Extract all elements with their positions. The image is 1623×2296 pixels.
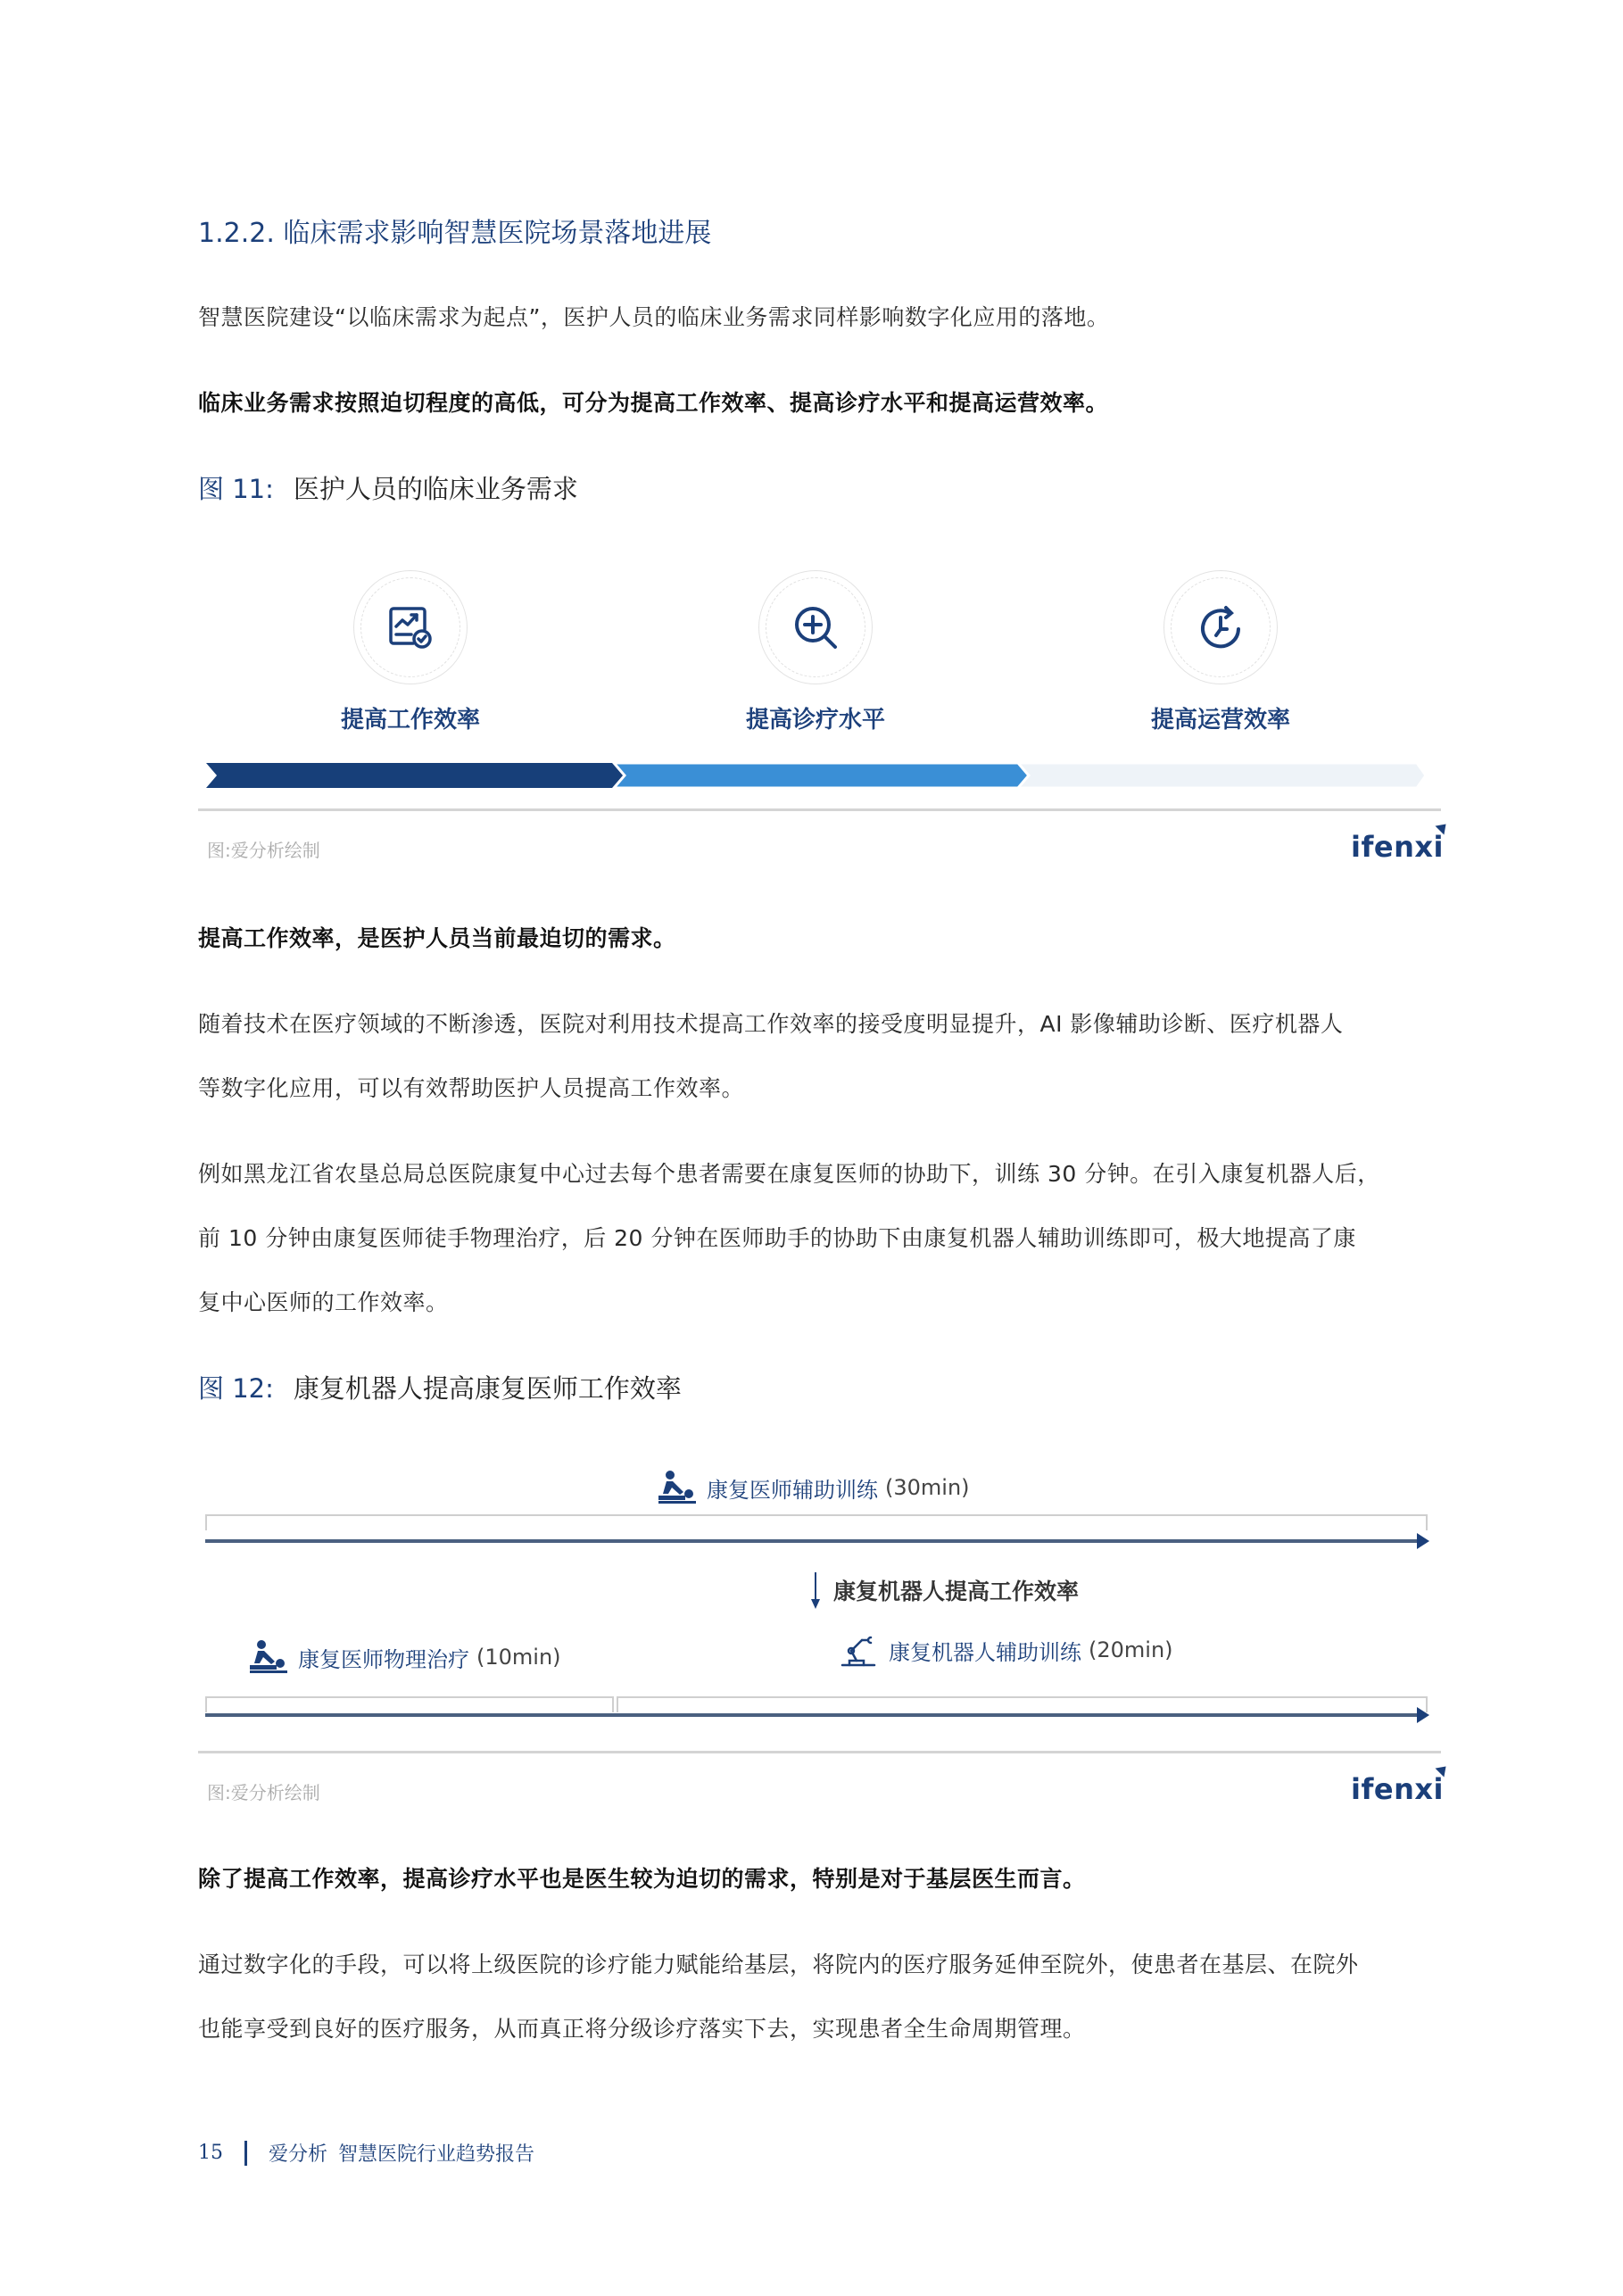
clock-refresh-icon <box>1196 602 1246 652</box>
transition-label: 康复机器人提高工作效率 <box>833 1579 1080 1604</box>
paragraph-example-line3: 复中心医师的工作效率。 <box>198 1289 449 1315</box>
figure-11-title: 医护人员的临床业务需求 <box>293 474 578 504</box>
ifenxi-logo <box>1351 1772 1453 1806</box>
paragraph-example-line1: 例如黑龙江省农垦总局总医院康复中心过去每个患者需要在康复医师的协助下，训练 30 分钟。在引入康复机器人后， <box>198 1161 1380 1187</box>
logo-text: ifenxi <box>1351 1772 1444 1806</box>
timeline-before-label <box>657 1471 970 1504</box>
figure-11-number: 图 11: <box>198 474 274 504</box>
robot-arm-icon <box>839 1633 878 1667</box>
figure-12-caption <box>198 1369 682 1405</box>
figure-12-number: 图 12: <box>198 1373 274 1404</box>
chevron-work-efficiency <box>206 763 625 788</box>
paragraph-tech-line1: 随着技术在医疗领域的不断渗透，医院对利用技术提高工作效率的接受度明显提升，AI 影像辅助诊断、医疗机器人 <box>198 1011 1344 1037</box>
zoom-in-icon <box>791 602 840 652</box>
paragraph-efficiency-claim: 提高工作效率，是医护人员当前最迫切的需求。 <box>198 925 676 951</box>
chevron-diagnosis-level <box>614 763 1029 788</box>
after-duration-1: (10min) <box>476 1645 561 1670</box>
figure-12-title: 康复机器人提高康复医师工作效率 <box>293 1373 682 1404</box>
ifenxi-logo <box>1351 830 1453 864</box>
paragraph-digital-line2: 也能享受到良好的医疗服务，从而真正将分级诊疗落实下去，实现患者全生命周期管理。 <box>198 2016 1086 2042</box>
before-duration: (30min) <box>885 1475 970 1500</box>
need-1-circle <box>353 570 468 684</box>
timeline-before-bracket <box>205 1514 1428 1530</box>
figure-11-caption <box>198 469 578 506</box>
massage-therapy-icon <box>248 1640 287 1674</box>
timeline-after-bracket-2 <box>617 1696 1428 1712</box>
footer-report-title: 智慧医院行业趋势报告 <box>338 2143 535 2166</box>
massage-therapy-icon <box>657 1471 696 1504</box>
section-heading: 1.2.2. 临床需求影响智慧医院场景落地进展 <box>198 218 712 249</box>
before-activity: 康复医师辅助训练 <box>707 1477 878 1503</box>
paragraph-diagnosis-claim: 除了提高工作效率，提高诊疗水平也是医生较为迫切的需求，特别是对于基层医生而言。 <box>198 1866 1086 1892</box>
footer-separator <box>244 2141 247 2166</box>
after-duration-2: (20min) <box>1089 1637 1173 1662</box>
urgency-chevron-bar <box>203 762 1428 789</box>
need-2-label: 提高诊疗水平 <box>745 707 886 734</box>
logo-text: ifenxi <box>1351 830 1444 864</box>
figure-11-source: 图:爱分析绘制 <box>207 840 320 861</box>
footer-brand: 爱分析 <box>269 2143 328 2166</box>
paragraph-tech-line2: 等数字化应用，可以有效帮助医护人员提高工作效率。 <box>198 1075 745 1101</box>
figure-12-source: 图:爱分析绘制 <box>207 1782 320 1803</box>
need-2-circle <box>758 570 873 684</box>
chart-check-icon <box>386 603 435 651</box>
paragraph-example-line2: 前 10 分钟由康复医师徒手物理治疗，后 20 分钟在医师助手的协助下由康复机器人辅助训练即可，极大地提高了康 <box>198 1225 1356 1251</box>
paragraph-digital-line1: 通过数字化的手段，可以将上级医院的诊疗能力赋能给基层，将院内的医疗服务延伸至院外，使患者在基层、在院外 <box>198 1952 1359 1977</box>
after-activity-1: 康复医师物理治疗 <box>298 1646 469 1672</box>
after-activity-2: 康复机器人辅助训练 <box>889 1639 1081 1665</box>
figure-12-divider <box>198 1751 1441 1753</box>
need-3-label: 提高运营效率 <box>1150 707 1291 734</box>
timeline-after-label-2 <box>839 1633 1173 1667</box>
timeline-after-label-1 <box>248 1640 561 1674</box>
timeline-after-bracket-1 <box>205 1696 614 1712</box>
paragraph-classification: 临床业务需求按照迫切程度的高低，可分为提高工作效率、提高诊疗水平和提高运营效率。 <box>198 390 1109 416</box>
paragraph-intro: 智慧医院建设“以临床需求为起点”，医护人员的临床业务需求同样影响数字化应用的落地。 <box>198 304 1110 330</box>
chevron-operation-efficiency <box>1018 763 1426 788</box>
timeline-before-arrow <box>205 1539 1424 1543</box>
need-1-label: 提高工作效率 <box>340 707 481 734</box>
page-footer <box>198 2139 534 2167</box>
timeline-after-arrow <box>205 1713 1424 1717</box>
down-arrow-icon <box>809 1572 822 1610</box>
figure-11-divider <box>198 808 1441 811</box>
page-number: 15 <box>198 2142 223 2164</box>
need-3-circle <box>1163 570 1278 684</box>
